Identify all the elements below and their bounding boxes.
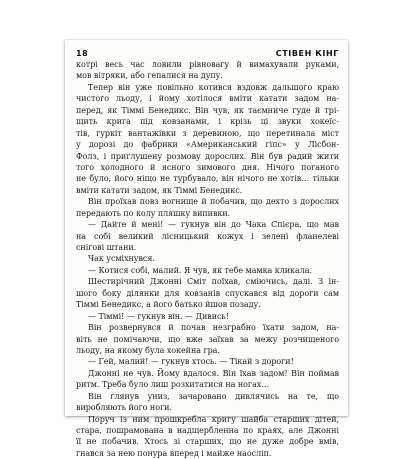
running-header: СТІВЕН КІНГ — [275, 49, 339, 58]
text-line: виробляють його ноги. — [76, 403, 172, 413]
text-line: Фолз, і приглушену розмову дорослих. Він був радий жити — [76, 151, 339, 161]
text-line: вміти катати задом, як Тіммі Бенедикс. — [76, 185, 243, 195]
text-line: Тіммі Бенедикс, а його батько йшов позаду. — [76, 300, 261, 310]
text-line: Він розвернувся й почав незграбно їхати задом, на- — [88, 323, 339, 333]
text-line: перед, як Тіммі Бенедикс. Він чув, як таємниче гуде й трі- — [76, 105, 339, 115]
text-line: Шестирічний Джонні Сміт поїхав, сміючись, далі. З ін- — [88, 277, 339, 287]
text-line: Він проїхав повз вогнище й побачив, що дехто з дорослих — [88, 197, 339, 207]
text-line: — Гей, малий! — гукнув хтось. — Тікай з дороги! — [88, 357, 294, 367]
text-line: шого боку ділянки для ковзанів спускався від дороги сам — [76, 288, 339, 298]
text-line: льоду, на якому була хокейна гра. — [76, 345, 220, 355]
text-line: — Тіммі! — гукнув він. — Дивись! — [88, 311, 229, 321]
text-line: Поруч із ним прошкребла кригу шайба старших дітей, — [88, 414, 339, 424]
text-line: не було, його ніщо не турбувало, він нічого не хотів… тільки — [76, 174, 339, 184]
text-line: Він глянув униз, зачаровано дивлячись на те, що — [88, 391, 339, 401]
text-line: Чак усміхнувся. — [88, 254, 155, 264]
text-line: щить крига під ковзанами, і крізь ці звуки хокеїс- — [76, 117, 339, 127]
text-line: Джонні не чув. Йому вдалося. Він їхав задом! Він поймав — [88, 368, 339, 378]
text-line: Тепер він уже повільно котився вздовж дальшого краю — [88, 82, 339, 92]
text-line: стара, пошрамована в надщербленна по краях, але Джонні — [76, 426, 339, 435]
text-line: — Дайте й мені! — гукнув він до Чака Спієра, що мав — [88, 220, 339, 230]
text-line: — Котися собі, малий. Я чув, як тебе мамка кликала. — [88, 265, 312, 275]
text-line: мов вітряки, або гепалися на дупу. — [76, 71, 223, 81]
page-number: 18 — [76, 49, 89, 58]
book-page — [65, 40, 348, 458]
text-line: чистого льоду, і йому хотілося вміти катати задом на- — [76, 94, 339, 104]
text-line: передають по колу пляшку випивки. — [76, 208, 231, 218]
text-line: тів, гуркіт вантажівки з деревиною, що перетинала міст — [76, 128, 339, 138]
text-line: того холодного й ясного зимового дня. Нічого поганого — [76, 162, 339, 172]
text-line: її не побачив. Хтось зі старших, що не дуже добре вмів, — [76, 437, 339, 447]
text-line: віть не помічаючи, що вже заїхав за межу розчищеного — [76, 334, 339, 344]
text-line: у дорозі до фабрики «Американський гіпс» у Лісбон- — [76, 140, 339, 150]
text-line: снігові штани. — [76, 243, 137, 252]
body-text — [76, 59, 339, 459]
page-header — [76, 46, 339, 58]
text-line: котрі весь час ловили рівновагу й вимахували руками, — [76, 60, 339, 69]
text-line: ритм. Треба було лиш розхитатися на ногах… — [76, 380, 270, 390]
text-line: на собі великий лісницький кожух і зелені фланелеві — [76, 231, 339, 241]
text-line: гнався за нею понура вперед і майже наосліп. — [76, 448, 272, 458]
